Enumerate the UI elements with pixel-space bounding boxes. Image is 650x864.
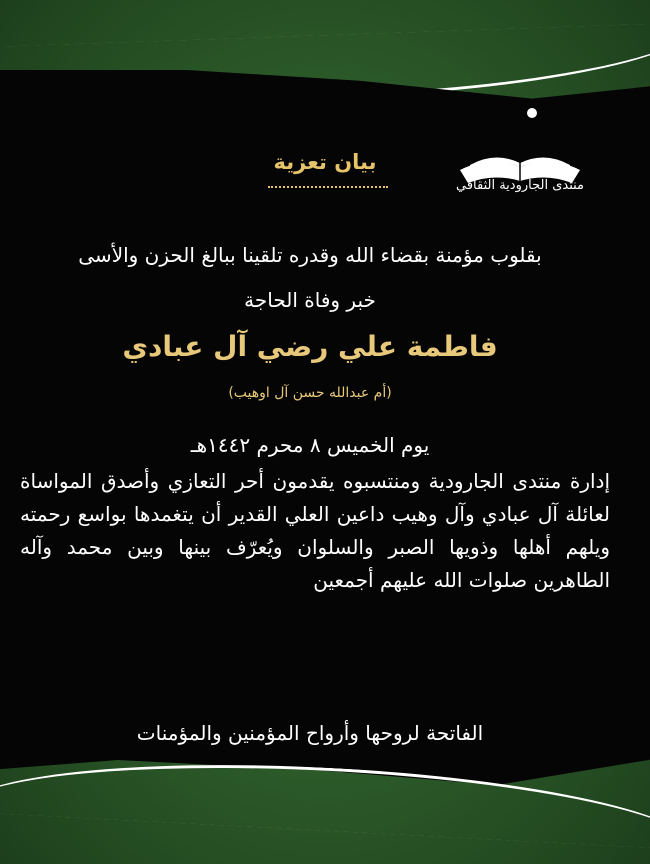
deceased-kunya: (أم عبدالله حسن آل اوهيب): [228, 385, 392, 401]
title-underline: [268, 186, 388, 188]
intro-line-2: خبر وفاة الحاجة: [244, 288, 376, 312]
deceased-name: فاطمة علي رضي آل عبادي: [122, 330, 498, 363]
logo-caption: منتدى الجارودية الثقافي: [455, 178, 584, 193]
condolence-text: إدارة منتدى الجارودية ومنتسبوه يقدمون أحر التعازي وأصدق المواساة لعائلة آل عبادي وآل وهيب داعين العلي القدير أن يتغمدها بواسع رحمته ويلهم أهلها وذويها الصبر والسلوان ويُعرّف بينها وبين محمد وآله الطاهرين صلوات الله عليهم أجمعين: [20, 469, 610, 592]
page-title: بيان تعزية: [273, 150, 377, 174]
intro-line-1: بقلوب مؤمنة بقضاء الله وقدره تلقينا ببالغ الحزن والأسى: [78, 243, 542, 267]
closing-line: الفاتحة لروحها وأرواح المؤمنين والمؤمنات: [136, 721, 484, 745]
date-line: يوم الخميس ٨ محرم ١٤٤٢هـ: [190, 433, 430, 457]
